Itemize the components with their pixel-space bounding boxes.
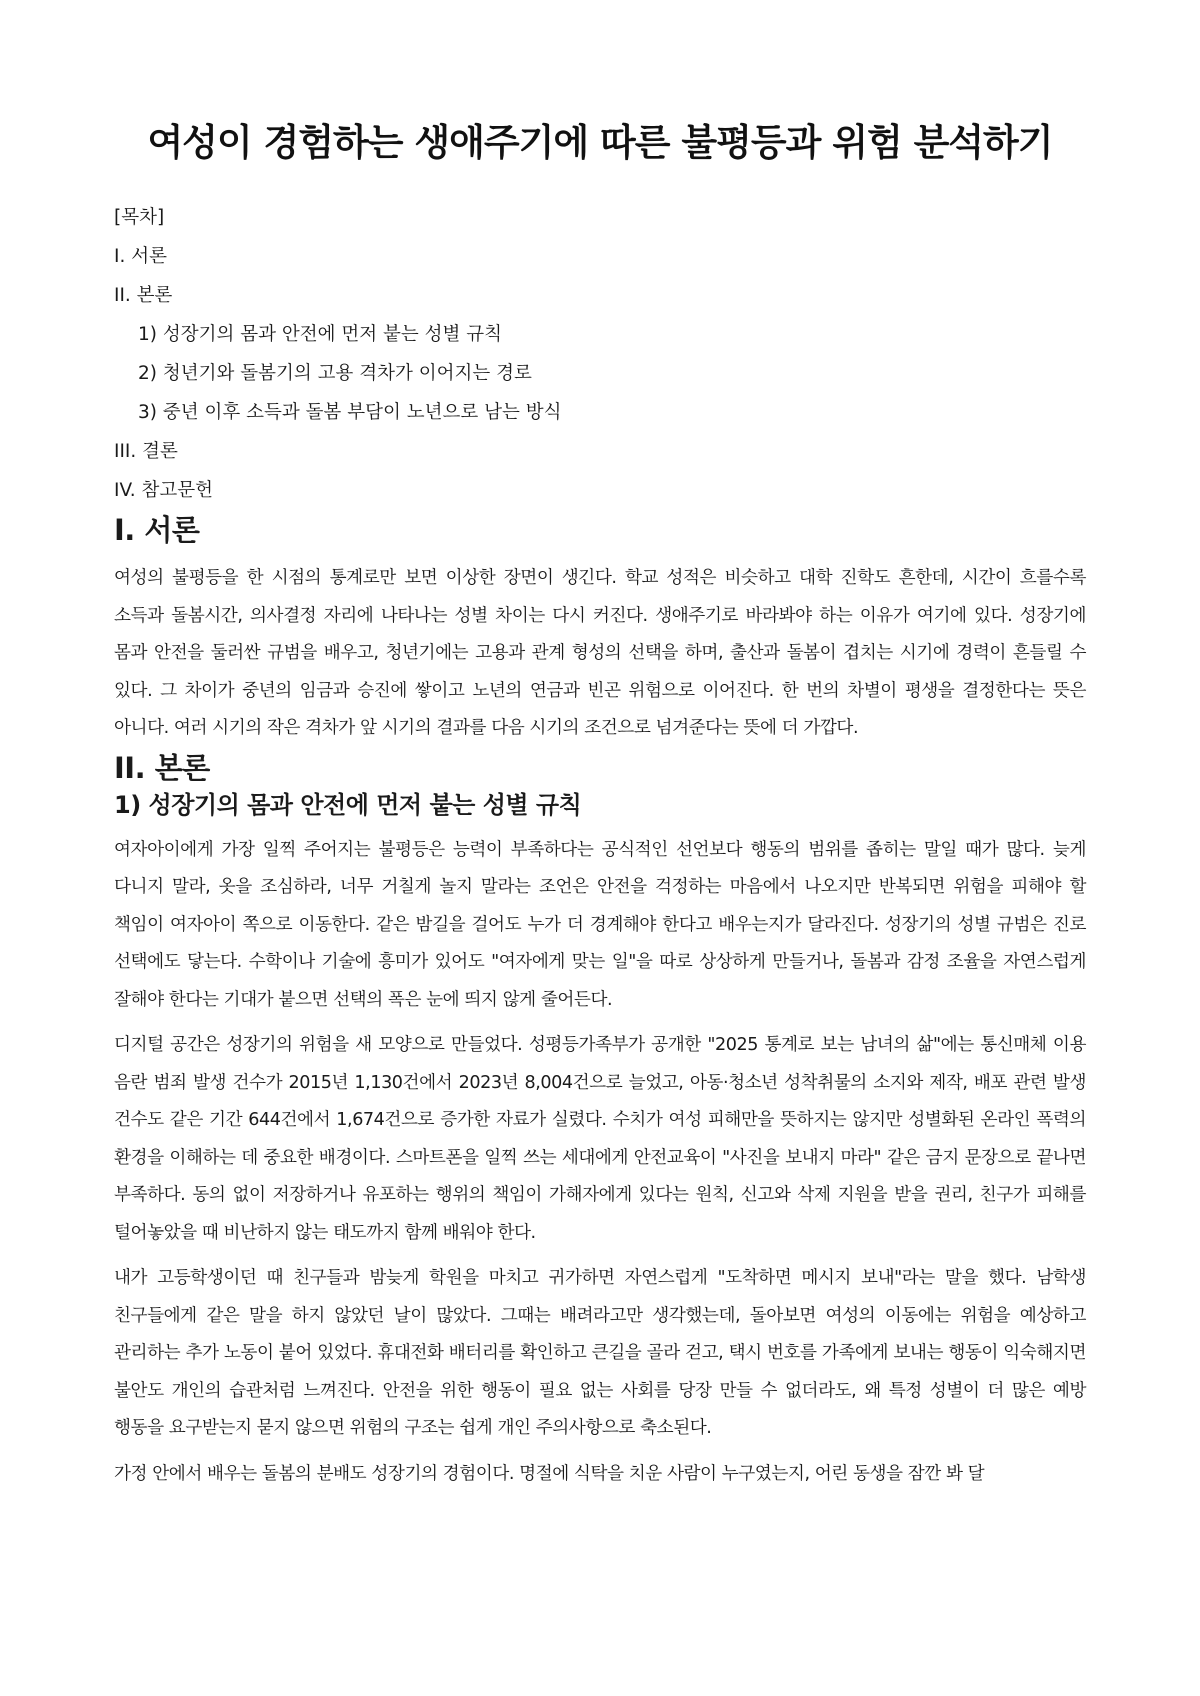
toc-item-body-3: 3) 중년 이후 소득과 돌봄 부담이 노년으로 남는 방식 xyxy=(138,402,562,423)
document-title: 여성이 경험하는 생애주기에 따른 불평등과 위험 분석하기 xyxy=(147,121,1053,164)
section-heading-intro: I. 서론 xyxy=(114,513,200,547)
toc-item-intro: I. 서론 xyxy=(114,246,167,267)
body-paragraph-3: 내가 고등학생이던 때 친구들과 밤늦게 학원을 마치고 귀가하면 자연스럽게 "도착하면 메시지 보내"라는 말을 했다. 남학생 친구들에게 같은 말을 하지 않았던 날이 많았다. 그때는 배려라고만 생각했는데, 돌아보면 여성의 이동에는 위험을 예상하고 관리하는 추가 노동이 붙어 있었다. 휴대전화 배터리를 확인하고 큰길을 골라 걷고, 택시 번호를 가족에게 보내는 행동이 익숙해지면 불안도 개인의 습관처럼 느껴진다. 안전을 위한 행동이 필요 없는 사회를 당장 만들 수 없더라도, 왜 특정 성별이 더 많은 예방 행동을 요구받는지 묻지 않으면 위험의 구조는 쉽게 개인 주의사항으로 축소된다. xyxy=(114,1268,1086,1438)
subsection-heading-1: 1) 성장기의 몸과 안전에 먼저 붙는 성별 규칙 xyxy=(114,790,582,819)
body-paragraph-4: 가정 안에서 배우는 돌봄의 분배도 성장기의 경험이다. 명절에 식탁을 치운 사람이 누구였는지, 어린 동생을 잠깐 봐 달 xyxy=(114,1463,985,1484)
toc-heading: [목차] xyxy=(114,207,165,228)
table-of-contents xyxy=(114,198,1086,510)
toc-item-body-2: 2) 청년기와 돌봄기의 고용 격차가 이어지는 경로 xyxy=(138,363,532,384)
toc-item-references: IV. 참고문헌 xyxy=(114,480,213,501)
body-paragraph-2: 디지털 공간은 성장기의 위험을 새 모양으로 만들었다. 성평등가족부가 공개한 "2025 통계로 보는 남녀의 삶"에는 통신매체 이용 음란 범죄 발생 건수가 2015년 1,130건에서 2023년 8,004건으로 늘었고, 아동·청소년 성착취물의 소지와 제작, 배포 관련 발생 건수도 같은 기간 644건에서 1,674건으로 증가한 자료가 실렸다. 수치가 여성 피해만을 뜻하지는 않지만 성별화된 온라인 폭력의 환경을 이해하는 데 중요한 배경이다. 스마트폰을 일찍 쓰는 세대에게 안전교육이 "사진을 보내지 마라" 같은 금지 문장으로 끝나면 부족하다. 동의 없이 저장하거나 유포하는 행위의 책임이 가해자에게 있다는 원칙, 신고와 삭제 지원을 받을 권리, 친구가 피해를 털어놓았을 때 비난하지 않는 태도까지 함께 배워야 한다. xyxy=(114,1035,1086,1243)
toc-item-body: II. 본론 xyxy=(114,285,173,306)
section-heading-body: II. 본론 xyxy=(114,750,210,785)
toc-item-conclusion: III. 결론 xyxy=(114,441,178,462)
intro-paragraph: 여성의 불평등을 한 시점의 통계로만 보면 이상한 장면이 생긴다. 학교 성적은 비슷하고 대학 진학도 흔한데, 시간이 흐를수록 소득과 돌봄시간, 의사결정 자리에 나타나는 성별 차이는 다시 커진다. 생애주기로 바라봐야 하는 이유가 여기에 있다. 성장기에 몸과 안전을 둘러싼 규범을 배우고, 청년기에는 고용과 관계 형성의 선택을 하며, 출산과 돌봄이 겹치는 시기에 경력이 흔들릴 수 있다. 그 차이가 중년의 임금과 승진에 쌓이고 노년의 연금과 빈곤 위험으로 이어진다. 한 번의 차별이 평생을 결정한다는 뜻은 아니다. 여러 시기의 작은 격차가 앞 시기의 결과를 다음 시기의 조건으로 넘겨준다는 뜻에 더 가깝다. xyxy=(114,568,1086,738)
body-paragraph-1: 여자아이에게 가장 일찍 주어지는 불평등은 능력이 부족하다는 공식적인 선언보다 행동의 범위를 좁히는 말일 때가 많다. 늦게 다니지 말라, 옷을 조심하라, 너무 거칠게 놀지 말라는 조언은 안전을 걱정하는 마음에서 나오지만 반복되면 위험을 피해야 할 책임이 여자아이 쪽으로 이동한다. 같은 밤길을 걸어도 누가 더 경계해야 한다고 배우는지가 달라진다. 성장기의 성별 규범은 진로 선택에도 닿는다. 수학이나 기술에 흥미가 있어도 "여자에게 맞는 일"을 따로 상상하게 만들거나, 돌봄과 감정 조율을 자연스럽게 잘해야 한다는 기대가 붙으면 선택의 폭은 눈에 띄지 않게 줄어든다. xyxy=(114,839,1086,1010)
document-page xyxy=(114,0,1086,1493)
toc-item-body-1: 1) 성장기의 몸과 안전에 먼저 붙는 성별 규칙 xyxy=(138,324,502,345)
